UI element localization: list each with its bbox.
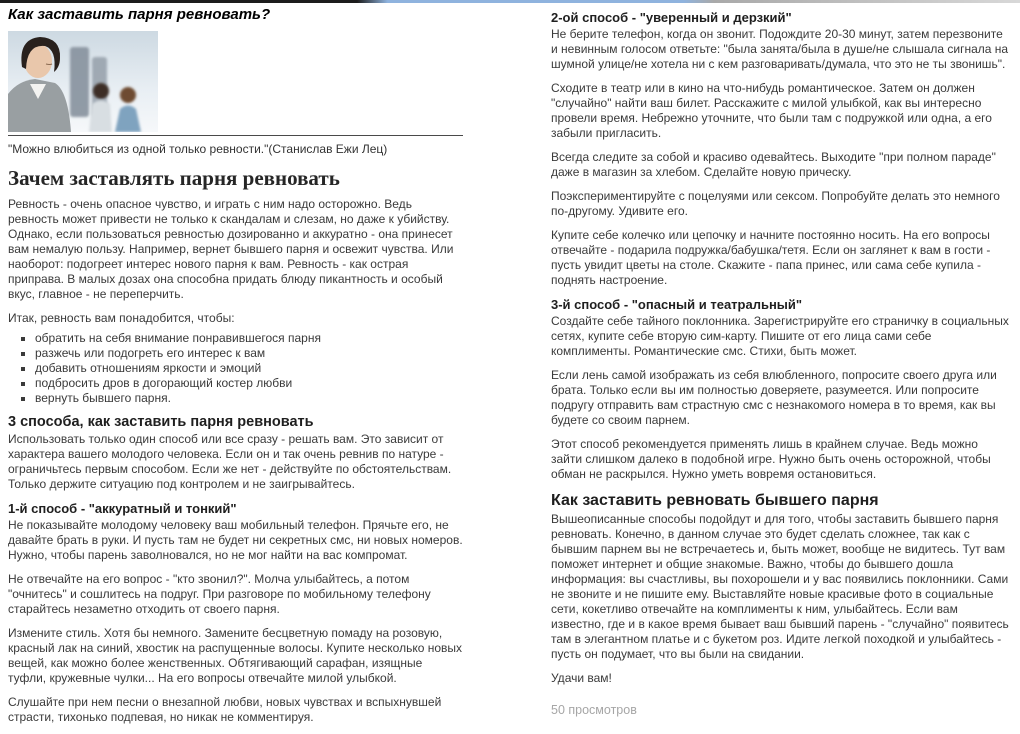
paragraph-method3: Создайте себе тайного поклонника. Зарегистрируйте его страничку в социальных сетях, купите себе вторую сим-карту. Пишите от его лица сами себе комплименты. Романтические смс. Стихи, быть может. [551, 314, 1009, 358]
article-photo [8, 31, 158, 132]
list-item: ▪ обратить на себя внимание понравившегося парня [35, 331, 463, 346]
paragraph-ways-intro: Использовать только один способ или все сразу - решать вам. Это зависит от характера вашего молодого человека. Если он и так очень ревнив по натуре - ограничьтесь первым способом. Если же нет - действуйте по обстоятельствам. Только держите ситуацию под контролем и не заигрывайтесь. [8, 432, 452, 491]
top-edge-strip [0, 0, 1020, 3]
heading-method-2: 2-ой способ - "уверенный и дерзкий" [551, 10, 792, 25]
paragraph-ex: Вышеописанные способы подойдут и для того, чтобы заставить бывшего парня ревновать. Конечно, в данном случае это будет сделать сложнее, так как с бывшим парнем вы не встречаетесь и, быть может, вообще не видитесь. Тут вам поможет интернет и общие знакомые. Важно, чтобы до бывшего дошла информация: вы счастливы, вы похорошели и у вас появились поклонники. Сами не звоните и не пишите ему. Выставляйте новые красивые фото в социальные сети, кокетливо отвечайте на комплименты к ним, улыбайтесь. Если вам известно, где и в какое время бывает ваш бывший парень - "случайно" появитесь там в элегантном платье и с букетом роз. Идите легкой походкой и улыбайтесь - пусть он подумает, что вы были на свидании. [551, 512, 1009, 661]
right-column [551, 7, 1011, 734]
paragraph-closing: Удачи вам! [551, 671, 612, 685]
list-item: ▪ вернуть бывшего парня. [35, 391, 463, 406]
paragraph-list-lead: Итак, ревность вам понадобится, чтобы: [8, 311, 235, 325]
quote-text: "Можно влюбиться из одной только ревности."(Станислав Ежи Лец) [8, 142, 388, 156]
paragraph-method3: Если лень самой изображать из себя влюбленного, попросите своего друга или брата. Только если вы им полностью доверяете, разумеется. Или попросите подругу отправить вам страстную смс с незнакомого номера в то время, как вы будете со своим парнем. [551, 368, 997, 427]
paragraph-method2: Сходите в театр или в кино на что-нибудь романтическое. Затем он должен "случайно" найти ваш билет. Расскажите с милой улыбкой, как вы интересно провели время. Небрежно уточните, что были там с подружкой или одна, а его забыли пригласить. [551, 81, 992, 140]
jealousy-uses-list [8, 331, 463, 406]
page-title: Как заставить парня ревновать? [8, 6, 271, 23]
paragraph-method2: Всегда следите за собой и красиво одевайтесь. Выходите "при полном параде" даже в магазин за хлебом. Сделайте новую прическу. [551, 150, 996, 179]
left-column [8, 7, 463, 734]
paragraph-method1: Слушайте при нем песни о внезапной любви, новых чувствах и вспыхнувшей страсти, тихонько подпевая, но никак не комментируя. [8, 695, 442, 724]
heading-ex-boyfriend: Как заставить ревновать бывшего парня [551, 492, 879, 509]
paragraph-method1: Измените стиль. Хотя бы немного. Замените бесцветную помаду на розовую, красный лак на синий, хвостик на распущенные волосы. Купите несколько новых вещей, как можно более женственных. Обтягивающий сарафан, изящные туфли, кружевные чулки... На его вопросы отвечайте милой улыбкой. [8, 626, 463, 685]
paragraph-method3: Этот способ рекомендуется применять лишь в крайнем случае. Ведь можно зайти слишком далеко в подобной игре. Нужно быть очень осторожной, чтобы обман не раскрылся. Нужно уметь вовремя остановиться. [551, 437, 991, 481]
list-item: ▪ подбросить дров в догорающий костер любви [35, 376, 463, 391]
paragraph-method2: Не берите телефон, когда он звонит. Подождите 20-30 минут, затем перезвоните и невинным голосом ответьте: "была занята/была в душе/не слышала сигнала на шумной улице/не хотела ни с кем разговаривать/думала, что это не ты звонишь". [551, 27, 1009, 71]
heading-why-make-jealous: Зачем заставлять парня ревновать [8, 166, 340, 190]
paragraph-method1: Не показывайте молодому человеку ваш мобильный телефон. Прячьте его, не давайте брать в руки. И пусть там не будет ни секретных смс, ни новых номеров. Нужно, чтобы парень заволновался, но не мог найти на вас компромат. [8, 518, 463, 562]
paragraph-intro: Ревность - очень опасное чувство, и играть с ним надо осторожно. Ведь ревность может привести не только к скандалам и слезам, но даже к убийству. Однако, если пользоваться ревностью дозированно и аккуратно - она принесет вам немалую пользу. Например, вернет бывшего парня и освежит чувства. Или наоборот: подогреет интерес нового парня к вам. Ревность - как острая приправа. В малых дозах она способна придать блюду пикантность и особый вкус, главное - не переперчить. [8, 197, 454, 301]
heading-method-1: 1-й способ - "аккуратный и тонкий" [8, 501, 237, 516]
heading-method-3: 3-й способ - "опасный и театральный" [551, 297, 803, 312]
heading-three-ways: 3 способа, как заставить парня ревновать [8, 414, 314, 430]
paragraph-method1: Не отвечайте на его вопрос - "кто звонил?". Молча улыбайтесь, а потом "очнитесь" и сошлитесь на подруг. При разговоре по мобильному телефону старайтесь незаметно отходить от своего парня. [8, 572, 431, 616]
divider [8, 135, 463, 136]
paragraph-method2: Купите себе колечко или цепочку и начните постоянно носить. На его вопросы отвечайте - подарила подружка/бабушка/тетя. Если он заглянет к вам в гости - пусть увидит цветы на столе. Скажите - папа принес, или сама себе купила - поднять настроение. [551, 228, 991, 287]
list-item: ▪ разжечь или подогреть его интерес к вам [35, 346, 463, 361]
views-counter: 50 просмотров [551, 703, 637, 717]
list-item: ▪ добавить отношениям яркости и эмоций [35, 361, 463, 376]
paragraph-method2: Поэкспериментируйте с поцелуями или сексом. Попробуйте делать это немного по-другому. Удивите его. [551, 189, 1000, 218]
